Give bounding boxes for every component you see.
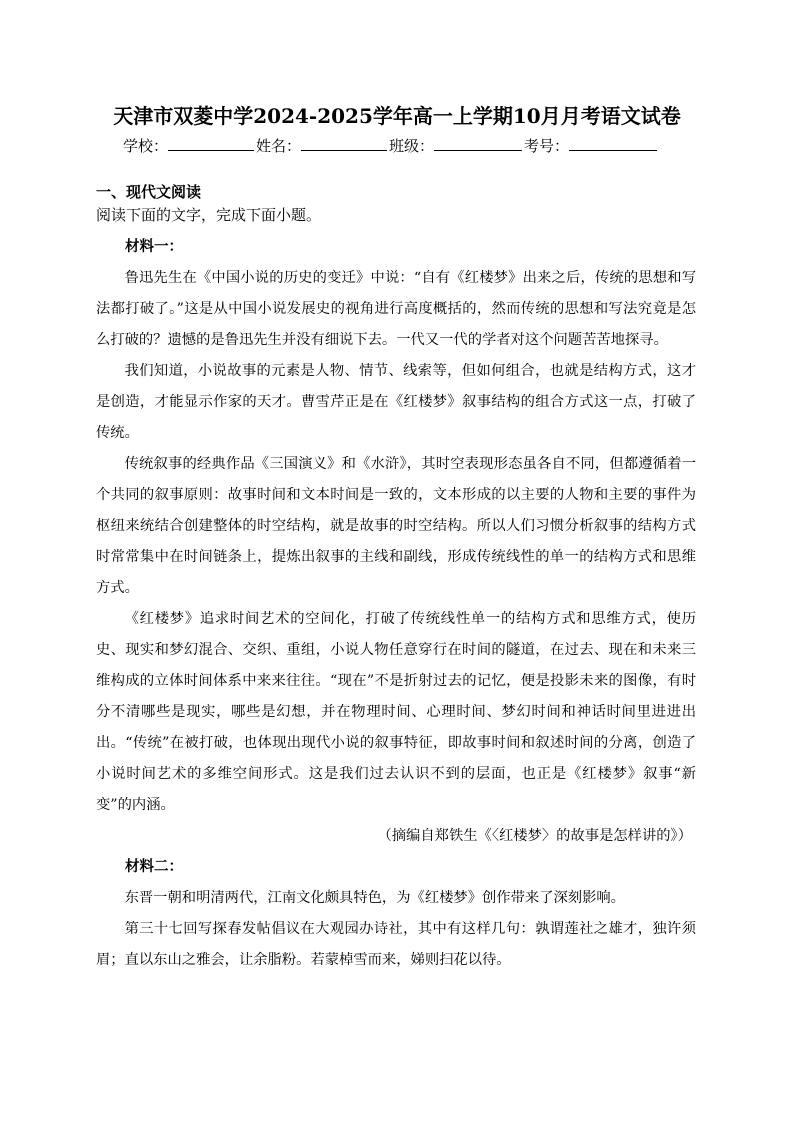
class-label: 班级： — [389, 137, 435, 155]
material2-paragraph: 东晋一朝和明清两代，江南文化颇具特色，为《红楼梦》创作带来了深刻影响。 — [124, 890, 625, 906]
reading-passage — [96, 232, 696, 976]
exam-title: 天津市双菱中学2024-2025学年高一上学期10月月考语文试卷 — [113, 104, 681, 128]
section-instruction: 阅读下面的文字，完成下面小题。 — [96, 206, 322, 224]
number-label: 考号： — [524, 137, 570, 155]
material1-label: 材料一： — [125, 239, 183, 255]
material1-paragraph: 《红楼梦》追求时间艺术的空间化，打破了传统线性单一的结构方式和思维方式，使历史、现实和梦幻混合、交织、重组，小说人物任意穿行在时间的隧道，在过去、现在和未来三维构成的立体时间体系中来来往往。“现在”不是折射过去的记忆，便是投影未来的图像，有时分不清哪些是现实，哪些是幻想，并在物理时间、心理时间、梦幻时间和神话时间里进进出出。“传统”在被打破，也体现出现代小说的叙事特征，即故事时间和叙述时间的分离，创造了小说时间艺术的多维空间形式。这是我们过去认识不到的层面，也正是《红楼梦》叙事“新变”的内涵。 — [96, 611, 696, 813]
material1-paragraph: 传统叙事的经典作品《三国演义》和《水浒》，其时空表现形态虽各自不同，但都遵循着一个共同的叙事原则：故事时间和文本时间是一致的，文本形成的以主要的人物和主要的事件为枢纽来统结合创建整体的时空结构，就是故事的时空结构。所以人们习惯分析叙事的结构方式时常常集中在时间链条上，提炼出叙事的主线和副线，形成传统线性的单一的结构方式和思维方式。 — [96, 456, 696, 596]
name-label: 姓名： — [256, 137, 302, 155]
number-blank — [569, 134, 657, 151]
material2-label: 材料二： — [125, 859, 183, 875]
school-blank — [168, 134, 254, 151]
section-heading: 一、现代文阅读 — [96, 183, 202, 201]
name-blank — [301, 134, 387, 151]
student-info-line — [123, 134, 659, 156]
class-blank — [434, 134, 522, 151]
material1-paragraph: 我们知道，小说故事的元素是人物、情节、线索等，但如何组合，也就是结构方式，这才是创造，才能显示作家的天才。曹雪芹正是在《红楼梦》叙事结构的组合方式这一点，打破了传统。 — [96, 363, 696, 441]
school-label: 学校： — [123, 137, 169, 155]
material2-paragraph: 第三十七回写探春发帖倡议在大观园办诗社，其中有这样几句：孰谓莲社之雄才，独许须眉；直以东山之雅会，让余脂粉。若蒙棹雪而来，娣则扫花以待。 — [96, 921, 696, 968]
material1-paragraph: 鲁迅先生在《中国小说的历史的变迁》中说：“自有《红楼梦》出来之后，传统的思想和写法都打破了。”这是从中国小说发展史的视角进行高度概括的，然而传统的思想和写法究竟是怎么打破的？遗憾的是鲁迅先生并没有细说下去。一代又一代的学者对这个问题苦苦地探寻。 — [96, 270, 696, 348]
material1-source: （摘编自郑铁生《〈红楼梦〉的故事是怎样讲的》） — [377, 828, 692, 844]
